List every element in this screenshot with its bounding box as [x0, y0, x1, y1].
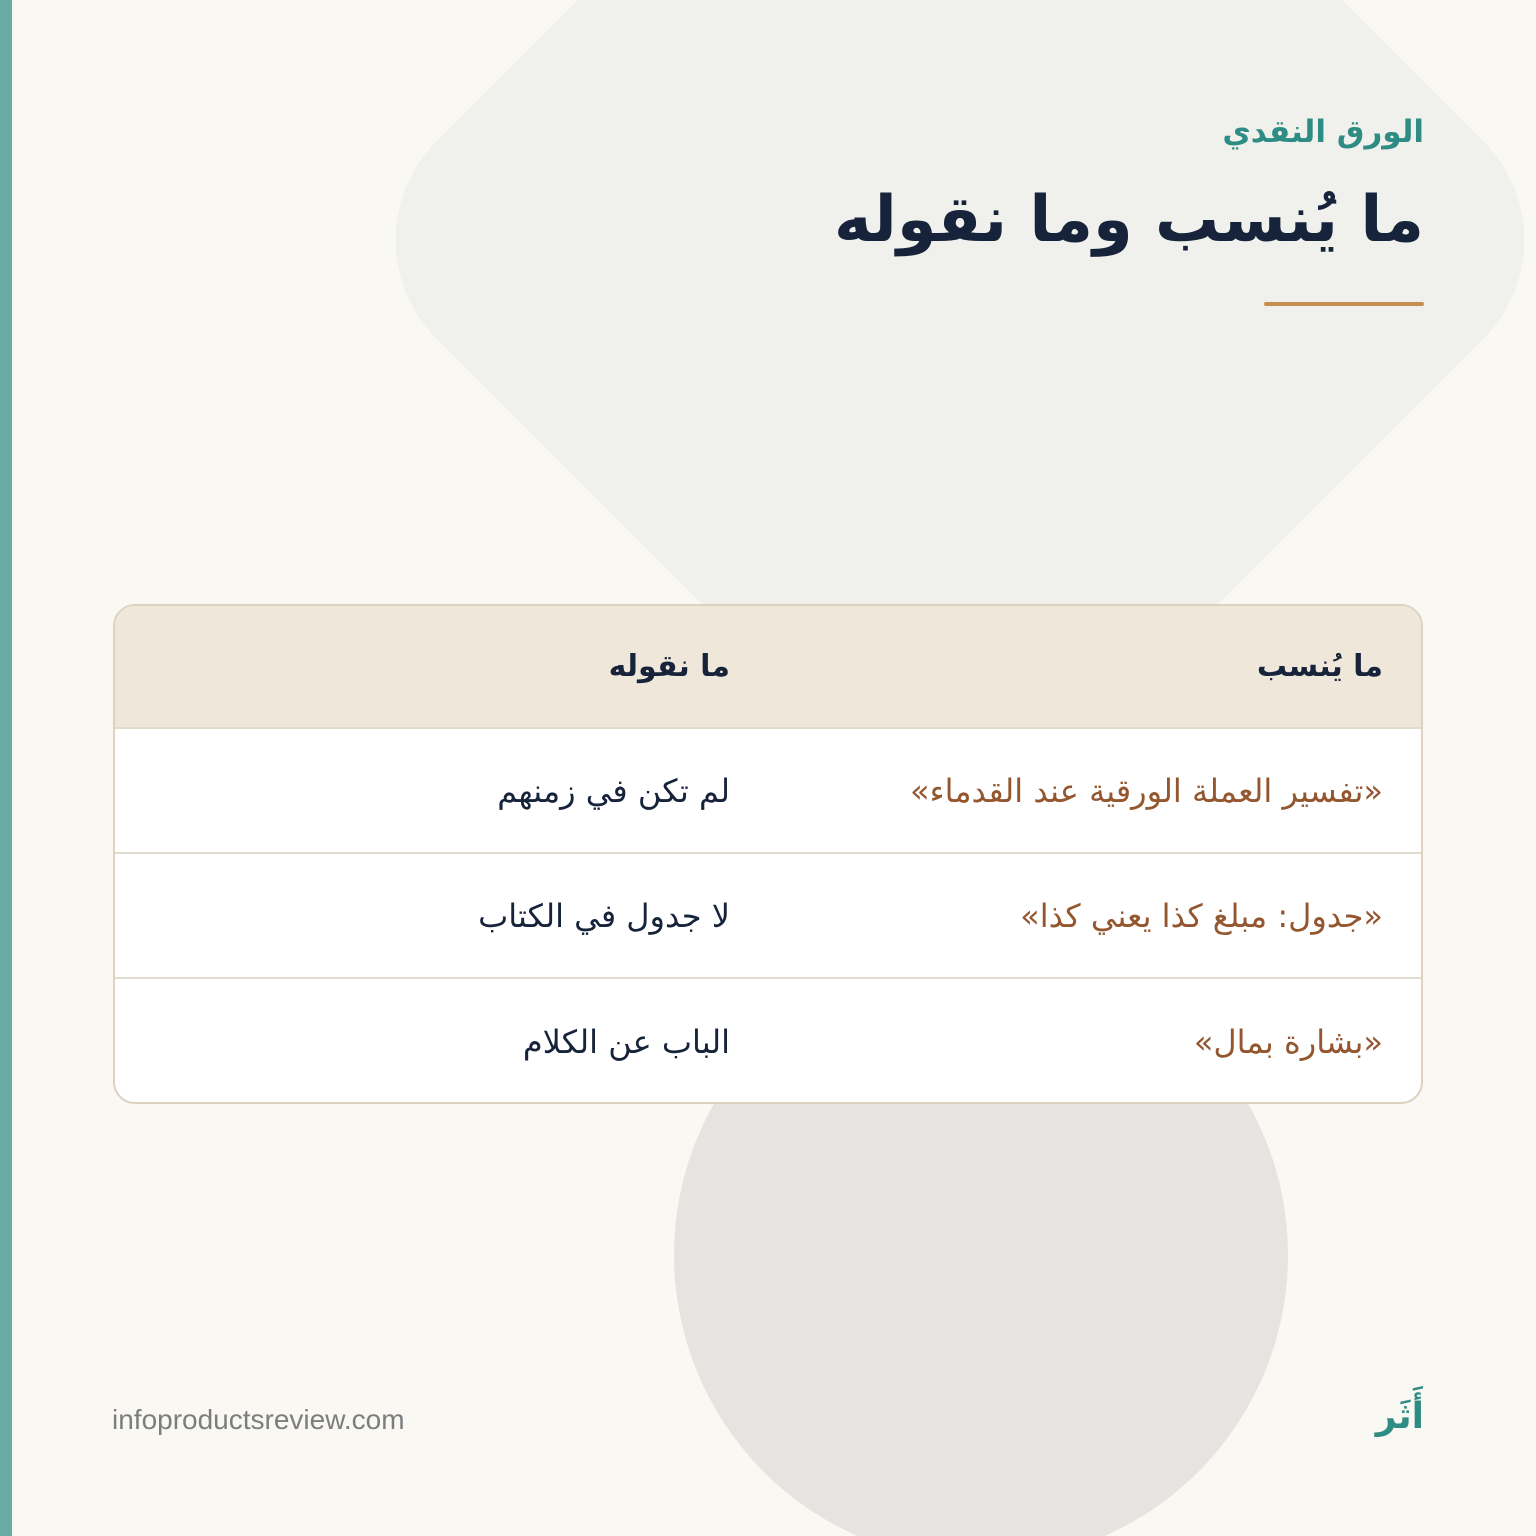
attributed-claim-cell: «جدول: مبلغ كذا يعني كذا» — [1020, 896, 1383, 935]
column-header-attributed: ما يُنسب — [1256, 648, 1383, 684]
table-header-row — [115, 606, 1421, 729]
column-header-our-view: ما نقوله — [608, 648, 730, 684]
title-underline — [1264, 302, 1424, 306]
footer-website-url: infoproductsreview.com — [112, 1404, 405, 1435]
brand-logo: أَثَر — [1375, 1396, 1424, 1437]
page-title: ما يُنسب وما نقوله — [833, 183, 1424, 257]
comparison-table — [113, 604, 1423, 1104]
our-view-cell: لم تكن في زمنهم — [497, 771, 730, 810]
our-view-cell: لا جدول في الكتاب — [478, 896, 730, 935]
attributed-claim-cell: «بشارة بمال» — [1193, 1022, 1383, 1061]
header — [524, 108, 1424, 306]
table-row — [115, 979, 1421, 1104]
left-accent-strip — [0, 0, 12, 1536]
table-row — [115, 854, 1421, 979]
table-row — [115, 729, 1421, 854]
eyebrow-label: الورق النقدي — [1222, 114, 1424, 150]
our-view-cell: الباب عن الكلام — [522, 1022, 730, 1061]
attributed-claim-cell: «تفسير العملة الورقية عند القدماء» — [910, 771, 1383, 810]
